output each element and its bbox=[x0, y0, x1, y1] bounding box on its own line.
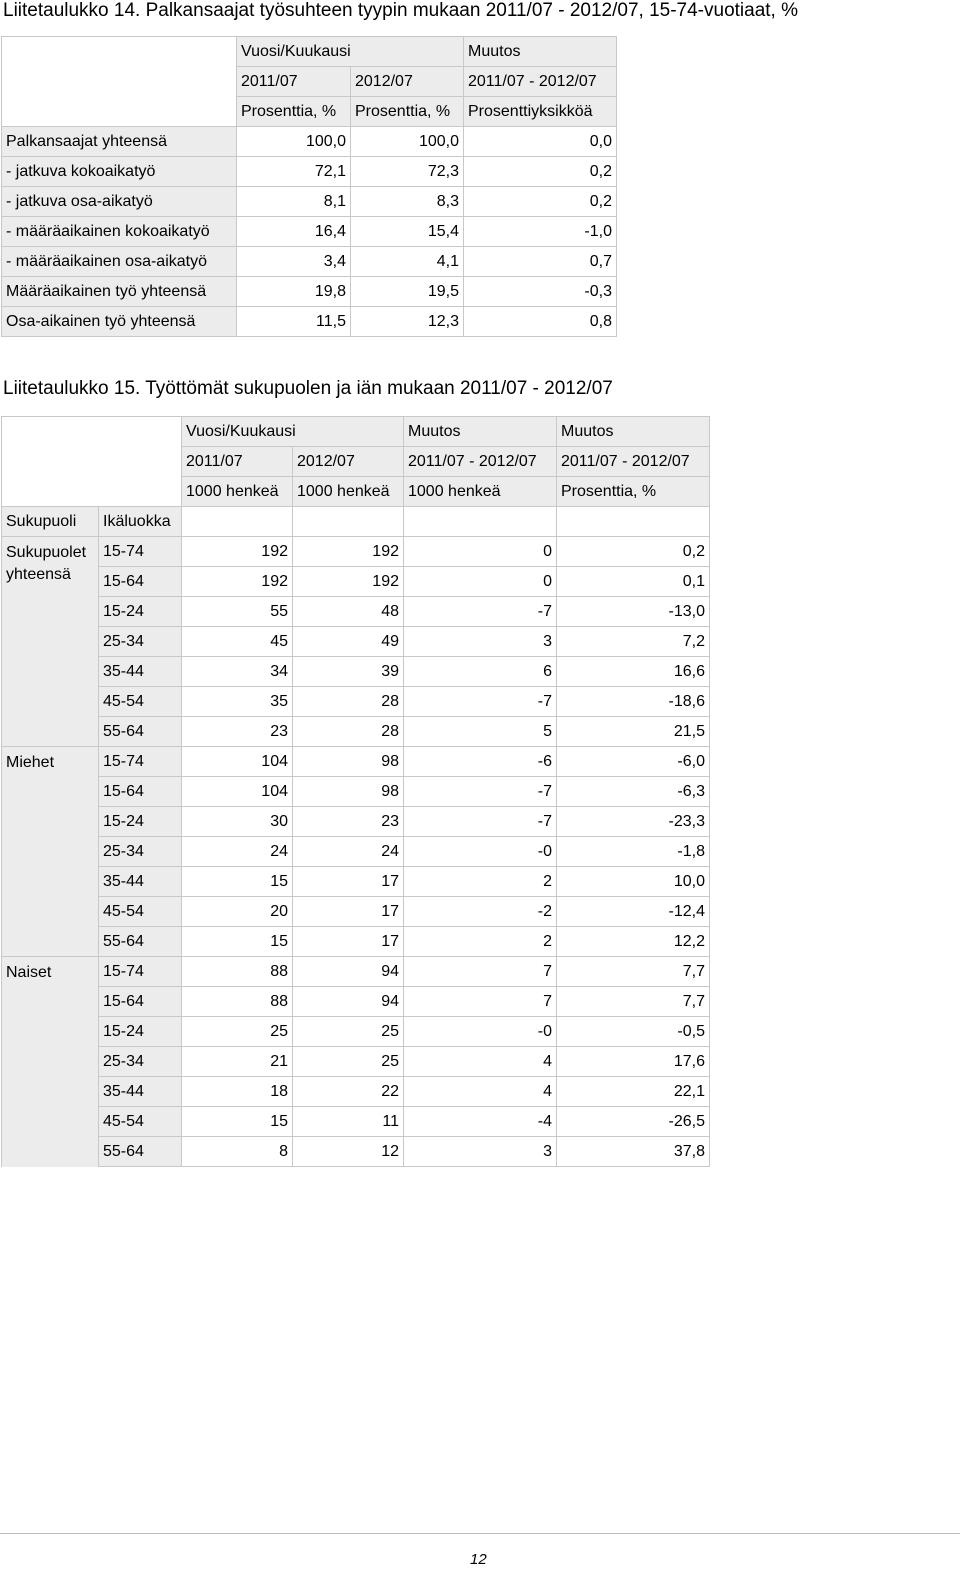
value-2012-07: 11 bbox=[293, 1107, 404, 1137]
table-row bbox=[2, 687, 710, 717]
value-change-thousands: 3 bbox=[404, 627, 557, 657]
value-change: -0,3 bbox=[464, 277, 617, 307]
value-2011-07: 8 bbox=[182, 1137, 293, 1167]
age-group-label: 15-64 bbox=[99, 987, 182, 1017]
value-2011-07: 88 bbox=[182, 987, 293, 1017]
value-change-percent: 7,7 bbox=[557, 957, 710, 987]
value-2012-07: 25 bbox=[293, 1047, 404, 1077]
table14-corner bbox=[2, 37, 237, 127]
table15-row-header-age: Ikäluokka bbox=[99, 507, 182, 537]
value-2012-07: 12,3 bbox=[351, 307, 464, 337]
table15-col3-unit: 1000 henkeä bbox=[404, 477, 557, 507]
table-row bbox=[2, 1047, 710, 1077]
value-2011-07: 15 bbox=[182, 927, 293, 957]
table-row bbox=[2, 157, 617, 187]
value-2012-07: 4,1 bbox=[351, 247, 464, 277]
value-2011-07: 100,0 bbox=[237, 127, 351, 157]
table15-row-header-row bbox=[2, 507, 710, 537]
value-2012-07: 94 bbox=[293, 957, 404, 987]
age-group-label: 55-64 bbox=[99, 927, 182, 957]
value-change-percent: 10,0 bbox=[557, 867, 710, 897]
value-change-thousands: -7 bbox=[404, 777, 557, 807]
value-change: -1,0 bbox=[464, 217, 617, 247]
value-change-thousands: 4 bbox=[404, 1047, 557, 1077]
table-row bbox=[2, 597, 710, 627]
value-change-percent: -26,5 bbox=[557, 1107, 710, 1137]
table15-col1-period: 2011/07 bbox=[182, 447, 293, 477]
value-2011-07: 25 bbox=[182, 1017, 293, 1047]
table-row bbox=[2, 867, 710, 897]
value-2012-07: 8,3 bbox=[351, 187, 464, 217]
value-2012-07: 98 bbox=[293, 747, 404, 777]
value-2011-07: 24 bbox=[182, 837, 293, 867]
age-group-label: 15-74 bbox=[99, 957, 182, 987]
age-group-label: 15-74 bbox=[99, 747, 182, 777]
table15-header-change-2: Muutos bbox=[557, 417, 710, 447]
value-change-percent: -23,3 bbox=[557, 807, 710, 837]
value-change-percent: 17,6 bbox=[557, 1047, 710, 1077]
value-2011-07: 55 bbox=[182, 597, 293, 627]
value-change-thousands: 0 bbox=[404, 537, 557, 567]
value-change-thousands: 3 bbox=[404, 1137, 557, 1167]
age-group-label: 45-54 bbox=[99, 687, 182, 717]
value-change-thousands: 0 bbox=[404, 567, 557, 597]
table14-title: Liitetaulukko 14. Palkansaajat työsuhteen tyypin mukaan 2011/07 - 2012/07, 15-74-vuotiaat, % bbox=[3, 0, 799, 21]
age-group-label: 15-24 bbox=[99, 597, 182, 627]
table14-col2-unit: Prosenttia, % bbox=[351, 97, 464, 127]
table-row bbox=[2, 567, 710, 597]
value-change-thousands: -7 bbox=[404, 807, 557, 837]
age-group-label: 15-74 bbox=[99, 537, 182, 567]
value-2012-07: 72,3 bbox=[351, 157, 464, 187]
value-change-percent: 12,2 bbox=[557, 927, 710, 957]
table-row bbox=[2, 1017, 710, 1047]
value-2011-07: 104 bbox=[182, 747, 293, 777]
value-change-thousands: 6 bbox=[404, 657, 557, 687]
table-row bbox=[2, 897, 710, 927]
value-change-percent: 7,7 bbox=[557, 987, 710, 1017]
age-group-label: 35-44 bbox=[99, 867, 182, 897]
value-change-thousands: -0 bbox=[404, 837, 557, 867]
age-group-label: 25-34 bbox=[99, 837, 182, 867]
value-2011-07: 11,5 bbox=[237, 307, 351, 337]
value-change-thousands: -7 bbox=[404, 597, 557, 627]
value-change-thousands: 7 bbox=[404, 957, 557, 987]
value-2012-07: 94 bbox=[293, 987, 404, 1017]
value-change-percent: -6,0 bbox=[557, 747, 710, 777]
table14-header-change: Muutos bbox=[464, 37, 617, 67]
table14-header-group: Vuosi/Kuukausi bbox=[237, 37, 464, 67]
value-change-thousands: 4 bbox=[404, 1077, 557, 1107]
value-2012-07: 49 bbox=[293, 627, 404, 657]
value-2011-07: 3,4 bbox=[237, 247, 351, 277]
value-2011-07: 34 bbox=[182, 657, 293, 687]
table-row bbox=[2, 627, 710, 657]
table-row bbox=[2, 1137, 710, 1167]
age-group-label: 15-24 bbox=[99, 807, 182, 837]
value-change-thousands: 7 bbox=[404, 987, 557, 1017]
row-label: Palkansaajat yhteensä bbox=[2, 127, 237, 157]
value-change: 0,7 bbox=[464, 247, 617, 277]
age-group-label: 15-64 bbox=[99, 777, 182, 807]
table15-row-header-gender: Sukupuoli bbox=[2, 507, 99, 537]
page-number: 12 bbox=[470, 1551, 487, 1568]
value-2012-07: 23 bbox=[293, 807, 404, 837]
table-row bbox=[2, 717, 710, 747]
table-row bbox=[2, 307, 617, 337]
value-change-percent: 0,2 bbox=[557, 537, 710, 567]
value-2011-07: 88 bbox=[182, 957, 293, 987]
value-2012-07: 100,0 bbox=[351, 127, 464, 157]
table-row bbox=[2, 537, 710, 567]
table14-col1-period: 2011/07 bbox=[237, 67, 351, 97]
value-2012-07: 25 bbox=[293, 1017, 404, 1047]
age-group-label: 35-44 bbox=[99, 657, 182, 687]
value-change-percent: 21,5 bbox=[557, 717, 710, 747]
table15-corner bbox=[2, 417, 182, 507]
row-label: Osa-aikainen työ yhteensä bbox=[2, 307, 237, 337]
table14-col2-period: 2012/07 bbox=[351, 67, 464, 97]
table-row bbox=[2, 1107, 710, 1137]
value-2011-07: 15 bbox=[182, 867, 293, 897]
table15-empty-cell bbox=[404, 507, 557, 537]
value-2012-07: 192 bbox=[293, 567, 404, 597]
value-change: 0,8 bbox=[464, 307, 617, 337]
value-change-percent: -6,3 bbox=[557, 777, 710, 807]
value-change-thousands: -6 bbox=[404, 747, 557, 777]
value-change-percent: -12,4 bbox=[557, 897, 710, 927]
value-change-thousands: -0 bbox=[404, 1017, 557, 1047]
value-change-thousands: -7 bbox=[404, 687, 557, 717]
table15-empty-cell bbox=[557, 507, 710, 537]
table-row bbox=[2, 277, 617, 307]
value-2011-07: 21 bbox=[182, 1047, 293, 1077]
table-row bbox=[2, 927, 710, 957]
table-row bbox=[2, 987, 710, 1017]
table15 bbox=[1, 416, 710, 1167]
age-group-label: 45-54 bbox=[99, 1107, 182, 1137]
value-change-percent: 16,6 bbox=[557, 657, 710, 687]
table14-col1-unit: Prosenttia, % bbox=[237, 97, 351, 127]
table14-col3-period: 2011/07 - 2012/07 bbox=[464, 67, 617, 97]
table-row bbox=[2, 1077, 710, 1107]
value-2011-07: 23 bbox=[182, 717, 293, 747]
age-group-label: 25-34 bbox=[99, 627, 182, 657]
value-2011-07: 35 bbox=[182, 687, 293, 717]
value-change-percent: -0,5 bbox=[557, 1017, 710, 1047]
value-2012-07: 17 bbox=[293, 897, 404, 927]
value-2012-07: 12 bbox=[293, 1137, 404, 1167]
value-change-percent: 0,1 bbox=[557, 567, 710, 597]
value-2011-07: 20 bbox=[182, 897, 293, 927]
table15-col2-unit: 1000 henkeä bbox=[293, 477, 404, 507]
value-change-percent: 37,8 bbox=[557, 1137, 710, 1167]
value-2011-07: 72,1 bbox=[237, 157, 351, 187]
value-2011-07: 18 bbox=[182, 1077, 293, 1107]
value-2012-07: 19,5 bbox=[351, 277, 464, 307]
value-2011-07: 8,1 bbox=[237, 187, 351, 217]
value-2011-07: 19,8 bbox=[237, 277, 351, 307]
table15-col3-period: 2011/07 - 2012/07 bbox=[404, 447, 557, 477]
table14-col3-unit: Prosenttiyksikköä bbox=[464, 97, 617, 127]
value-change-percent: 7,2 bbox=[557, 627, 710, 657]
table-row bbox=[2, 747, 710, 777]
footer-divider bbox=[0, 1533, 960, 1534]
age-group-label: 55-64 bbox=[99, 1137, 182, 1167]
value-change: 0,0 bbox=[464, 127, 617, 157]
row-label: - määräaikainen kokoaikatyö bbox=[2, 217, 237, 247]
table15-empty-cell bbox=[293, 507, 404, 537]
table15-col1-unit: 1000 henkeä bbox=[182, 477, 293, 507]
table-row bbox=[2, 777, 710, 807]
row-label: - määräaikainen osa-aikatyö bbox=[2, 247, 237, 277]
value-2012-07: 17 bbox=[293, 927, 404, 957]
table-row bbox=[2, 807, 710, 837]
value-change-thousands: 2 bbox=[404, 867, 557, 897]
value-2012-07: 28 bbox=[293, 717, 404, 747]
value-2012-07: 192 bbox=[293, 537, 404, 567]
value-2012-07: 28 bbox=[293, 687, 404, 717]
age-group-label: 55-64 bbox=[99, 717, 182, 747]
table-row bbox=[2, 187, 617, 217]
value-change-percent: -1,8 bbox=[557, 837, 710, 867]
value-2011-07: 104 bbox=[182, 777, 293, 807]
age-group-label: 15-24 bbox=[99, 1017, 182, 1047]
value-change: 0,2 bbox=[464, 187, 617, 217]
value-change-thousands: -2 bbox=[404, 897, 557, 927]
age-group-label: 45-54 bbox=[99, 897, 182, 927]
value-2012-07: 17 bbox=[293, 867, 404, 897]
table-row bbox=[2, 837, 710, 867]
value-change-thousands: -4 bbox=[404, 1107, 557, 1137]
row-label: - jatkuva osa-aikatyö bbox=[2, 187, 237, 217]
table15-header-group: Vuosi/Kuukausi bbox=[182, 417, 404, 447]
value-2011-07: 45 bbox=[182, 627, 293, 657]
table-row bbox=[2, 957, 710, 987]
value-2012-07: 39 bbox=[293, 657, 404, 687]
value-change-thousands: 2 bbox=[404, 927, 557, 957]
table15-header-change-1: Muutos bbox=[404, 417, 557, 447]
value-2011-07: 16,4 bbox=[237, 217, 351, 247]
table15-col4-unit: Prosenttia, % bbox=[557, 477, 710, 507]
value-2012-07: 15,4 bbox=[351, 217, 464, 247]
gender-group-label: Naiset bbox=[2, 957, 99, 1167]
table15-empty-cell bbox=[182, 507, 293, 537]
value-change: 0,2 bbox=[464, 157, 617, 187]
table15-col2-period: 2012/07 bbox=[293, 447, 404, 477]
value-2011-07: 15 bbox=[182, 1107, 293, 1137]
row-label: - jatkuva kokoaikatyö bbox=[2, 157, 237, 187]
value-2012-07: 22 bbox=[293, 1077, 404, 1107]
table-row bbox=[2, 247, 617, 277]
age-group-label: 15-64 bbox=[99, 567, 182, 597]
value-2012-07: 48 bbox=[293, 597, 404, 627]
value-2012-07: 98 bbox=[293, 777, 404, 807]
table15-header-row-1 bbox=[2, 417, 710, 447]
value-change-percent: -18,6 bbox=[557, 687, 710, 717]
value-change-percent: -13,0 bbox=[557, 597, 710, 627]
value-2012-07: 24 bbox=[293, 837, 404, 867]
table15-title: Liitetaulukko 15. Työttömät sukupuolen ja iän mukaan 2011/07 - 2012/07 bbox=[3, 378, 613, 399]
value-change-thousands: 5 bbox=[404, 717, 557, 747]
table-row bbox=[2, 127, 617, 157]
age-group-label: 35-44 bbox=[99, 1077, 182, 1107]
table15-col4-period: 2011/07 - 2012/07 bbox=[557, 447, 710, 477]
table-row bbox=[2, 657, 710, 687]
value-2011-07: 192 bbox=[182, 537, 293, 567]
row-label: Määräaikainen työ yhteensä bbox=[2, 277, 237, 307]
age-group-label: 25-34 bbox=[99, 1047, 182, 1077]
value-2011-07: 192 bbox=[182, 567, 293, 597]
gender-group-label: Sukupuolet yhteensä bbox=[2, 537, 99, 747]
value-2011-07: 30 bbox=[182, 807, 293, 837]
table14-header-row-1 bbox=[2, 37, 617, 67]
table14 bbox=[1, 36, 617, 337]
table-row bbox=[2, 217, 617, 247]
gender-group-label: Miehet bbox=[2, 747, 99, 957]
value-change-percent: 22,1 bbox=[557, 1077, 710, 1107]
